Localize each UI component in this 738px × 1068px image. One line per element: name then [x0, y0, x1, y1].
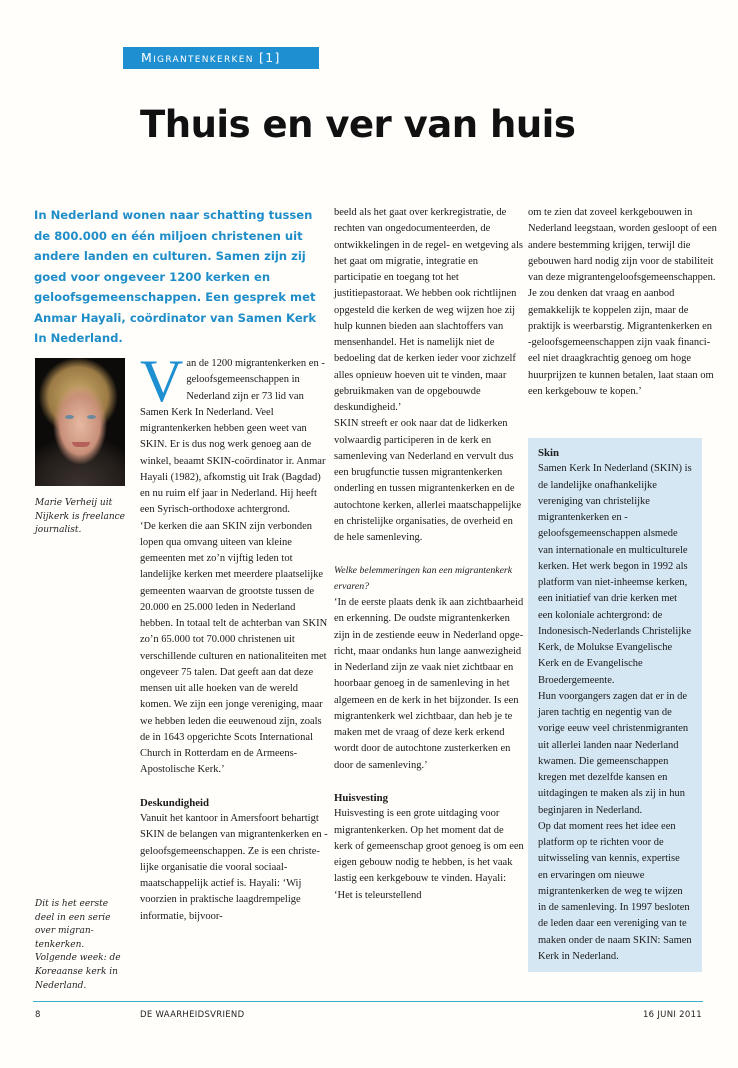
paragraph: om te zien dat zoveel kerkgebouwen in Nederland leegstaan, worden gesloopt of een andere bestemming krijgen, terwijl die gebouwen hard nodig zijn voor de stabiliteit van deze migrantengeloofsgemeenschappen. Je zou denken dat vraag en aanbod gemakkelijk te koppelen zijn, maar de praktijk is weerbarstig. Migrantenkerken en -geloofsgemeenschappen zijn vaak financieel niet draagkrachtig genoeg om hoge huurprijzen te kunnen betalen, laat staan om een kerkgebouw te kopen.’ [528, 207, 717, 397]
subheading-deskundigheid: Deskundigheid [140, 796, 210, 809]
info-box-skin [528, 438, 702, 972]
drop-cap: V [140, 348, 184, 414]
subheading-huisvesting: Huisvesting [334, 792, 388, 804]
info-box-paragraph: Hun voorgangers zagen dat er in de jaren tachtig en negentig van de vorige eeuw veel christenmigranten uit allerlei landen naar Nederland kwamen. Die gemeenschappen kregen met dezelfde kansen en uitdagingen te maken als zij in hun beginjaren in Nederland. [538, 690, 689, 816]
article-title: Thuis en ver van huis [140, 103, 576, 146]
footer-divider [33, 1001, 703, 1002]
photo-eye-right [87, 415, 96, 419]
series-note: Dit is het eerste deel in een serie over migrantenkerken. Volgende week: de Koreaanse kerk in Nederland. [35, 899, 121, 991]
article-intro: In Nederland wonen naar schatting tussen de 800.000 en één miljoen christenen uit andere landen en culturen. Samen zijn zij goed voor ongeveer 1200 kerken en geloofsgemeenschappen. Een gesprek met Anmar Hayali, coördinator van Samen Kerk In Nederland. [34, 208, 317, 345]
column-2 [334, 205, 524, 904]
info-box-heading: Skin [538, 447, 560, 459]
paragraph: Vanuit het kantoor in Amersfoort behartigt SKIN de belangen van migrantenkerken en -geloofsgemeenschappen. Ze is een christelijke organisatie die vooral sociaal-maatschappelijk actief is. Hayali: ‘Wij voorzien in praktische laagdrempelige informatie, bijvoor- [140, 813, 328, 922]
paragraph: an de 1200 migrantenkerken en -geloofsgemeenschappen in Nederland zijn er 73 lid van Samen Kerk In Nederland. Veel migrantenkerken hebben geen weet van SKIN. Er is dus nog werk genoeg aan de winkel, beaamt SKIN-coördinator ir. Anmar Hayali (1982), afkomstig uit Irak (Bagdad) en nu ruim elf jaar in Nederland. Hij heeft een Syrisch-orthodoxe achtergrond. [140, 358, 326, 516]
author-photo [35, 358, 125, 486]
issue-date: 16 JUNI 2011 [642, 1010, 702, 1020]
paragraph: SKIN streeft er ook naar dat de lidkerken volwaardig participeren in de kerk en samenleving van Nederland en vervult dus een brugfunctie tussen migrantenkerken onderling en tussen migrantenkerken en de autochtone kerken, allerlei maatschappelijke en christelijke organisaties, de overheid en de hele samenleving. [334, 418, 522, 543]
photo-mouth [72, 442, 90, 447]
info-box-paragraph: Samen Kerk In Nederland (SKIN) is de landelijke onafhankelijke vereniging van christelijke migrantenkerken en -geloofsgemeenschappen alsmede van internationale en multiculturele kerken. Het werk begon in 1992 als platform van niet-inheemse kerken, een initiatief van drie kerken met een koloniale achtergrond: de Indonesisch-Nederlands Christelijke Kerk, de Molukse Evangelische Kerk en de Evangelische Broedergemeente. [538, 463, 692, 686]
column-3 [528, 205, 718, 400]
photo-eye-left [65, 415, 74, 419]
page-number: 8 [35, 1010, 41, 1020]
paragraph: ‘De kerken die aan SKIN zijn verbonden lopen qua omvang uiteen van kleine gemeenten met zo’n vijftig leden tot landelijke kerken met meerdere plaatselijke gemeenten waarvan de grootste tussen de 20.000 en 25.000 leden in Nederland hebben. In totaal telt de achterban van SKIN zo’n 65.000 tot 70.000 christenen uit verschillende culturen en nationaliteiten met ongeveer 75 talen. Dat geeft aan dat deze mensen uit alle hoeken van de wereld komen. We zijn een jonge vereniging, maar we hebben leden die eeuwenoud zijn, zoals de in 1643 opgerichte Scots International Church in Rotterdam en de Armeens-Apostolische Kerk.’ [140, 520, 328, 776]
section-kicker-label: Migrantenkerken [1] [141, 50, 281, 65]
paragraph: beeld als het gaat over kerkregistratie, de rechten van ongedocumenteerden, de ontwikkelingen in de regel- en wetgeving als het gaat om migratie, integratie en participatie en toegang tot het justitiepastoraat. We hebben ook richtlijnen opgesteld die kerken de weg wijzen hoe zij hulp kunnen bieden aan slachtoffers van mensenhandel. Het is namelijk niet de bedoeling dat de kerken ieder voor zichzelf alles opnieuw hoeven uit te vinden, maar gebruikmaken van de opgebouwde deskundigheid.’ [334, 207, 523, 413]
publication-name: DE WAARHEIDSVRIEND [140, 1010, 245, 1020]
paragraph: ‘In de eerste plaats denk ik aan zichtbaarheid en erkenning. De oudste migrantenkerken zijn in de zestiende eeuw in Nederland opgericht, maar ondanks hun lange aanwezigheid in Nederland zijn ze vaak niet zichtbaar en hoorbaar genoeg in de samenleving in het algemeen en de kerk in het bijzonder. Is een migrantenkerk wel zichtbaar, dan heb je te maken met de vraag of deze kerk erkend wordt door de autochtone zusterkerken en door de samenleving.’ [334, 597, 524, 771]
author-caption: Marie Verheij uit Nijkerk is freelance journalist. [35, 498, 125, 536]
interview-question: Welke belemmeringen kan een migrantenkerk ervaren? [334, 564, 513, 592]
column-1 [140, 348, 330, 925]
section-kicker [123, 47, 319, 69]
paragraph: Huisvesting is een grote uitdaging voor migrantenkerken. Op het moment dat de kerk of gemeenschap groot genoeg is om een eigen gebouw nodig te hebben, is het vaak lastig een kerkgebouw te vinden. Hayali: ‘Het is teleurstellend [334, 808, 524, 901]
info-box-paragraph: Op dat moment rees het idee een platform op te richten voor de uitwisseling van kennis, expertise en ervaringen om nieuwe migrantenkerken de weg te wijzen in de samenleving. In 1997 besloten de leden daar een vereniging van te maken onder de naam SKIN: Samen Kerk in Nederland. [538, 820, 692, 962]
